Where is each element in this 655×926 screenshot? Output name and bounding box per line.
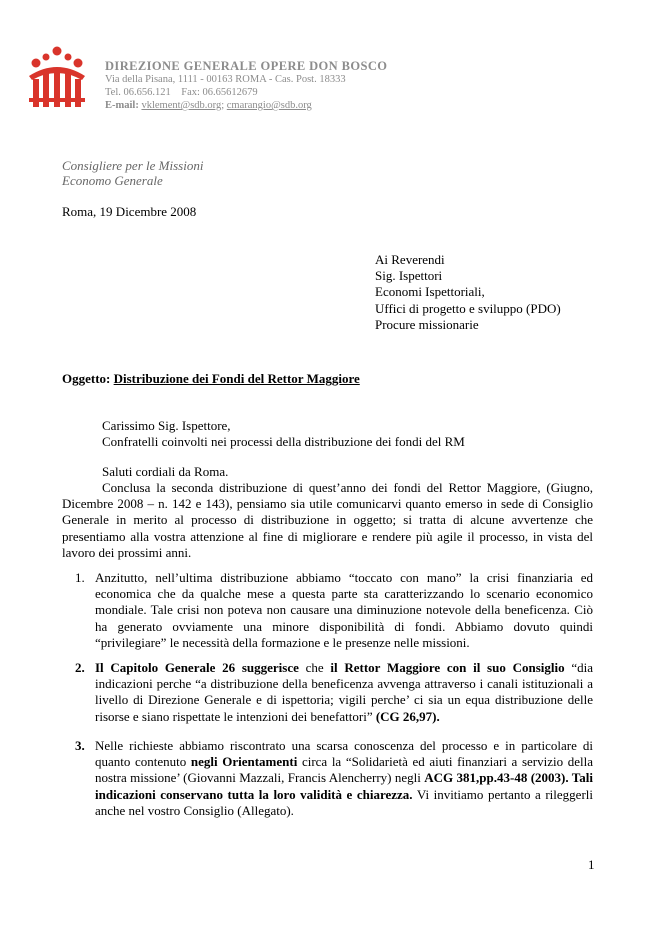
item-text: che xyxy=(298,660,331,675)
recipient-line: Uffici di progetto e sviluppo (PDO) xyxy=(375,300,561,316)
org-address: Via della Pisana, 1111 - 00163 ROMA - Cas. Post. 18333 xyxy=(105,74,346,85)
item-number: 1. xyxy=(75,570,85,585)
greeting: Saluti cordiali da Roma. xyxy=(102,464,229,479)
item-number: 3. xyxy=(75,738,85,753)
list-item xyxy=(75,738,593,819)
intro-paragraph: Conclusa la seconda distribuzione di quest’anno dei fondi del Rettor Maggiore, (Giugno, Dicembre 2008 – n. 142 e 143), pensiamo sia utile comunicarvi quanto emerso in sede di Consiglio Generale in merito al processo di distribuzione in oggetto; si tratta di alcune avvertenze che presentiamo alla vostra attenzione al fine di migliorare e rendere più agile il processo, in vista del lavoro dei prossimi anni. xyxy=(62,480,593,560)
tel-label: Tel. 06.656.121 xyxy=(105,87,171,98)
item-bold-text: ACG 381,pp.43-48 (2003). Tali indicazioni conservano tutta la loro validità e chiarezza. xyxy=(95,770,593,802)
sender-line-2: Economo Generale xyxy=(62,173,163,188)
sender-line-1: Consigliere per le Missioni xyxy=(62,158,204,173)
item-text: circa la “Solidarietà ed aiuti finanziari a servizio della nostra missione’ (Giovanni Mazzali, Francis Alencherry) negli xyxy=(95,754,593,786)
salutation-line-1: Carissimo Sig. Ispettore, xyxy=(102,418,231,433)
recipient-line: Procure missionarie xyxy=(375,316,479,332)
item-number: 2. xyxy=(75,660,85,675)
org-email xyxy=(105,99,387,112)
sender-block xyxy=(62,158,203,188)
recipient-line: Economi Ispettoriali, xyxy=(375,284,485,300)
page-number: 1 xyxy=(588,857,595,872)
recipient-line: Sig. Ispettori xyxy=(375,268,443,284)
email-link-2[interactable]: cmarangio@sdb.org xyxy=(226,100,312,111)
item-bold-text: (CG 26,97). xyxy=(375,708,440,724)
salutation xyxy=(102,418,465,450)
fax-label: Fax: 06.65612679 xyxy=(181,87,258,98)
subject-text: Distribuzione dei Fondi del Rettor Maggiore xyxy=(113,371,360,386)
list-item xyxy=(75,660,593,725)
subject-line xyxy=(62,371,360,387)
item-bold-text: il Rettor Maggiore con il suo Consiglio xyxy=(330,660,565,675)
recipients-block xyxy=(375,252,561,333)
item-bold-text: Il Capitolo Generale 26 suggerisce xyxy=(95,660,299,675)
item-text: “dia indicazioni perche “a distribuzione della beneficenza avvenga attraverso i canali istituzionali a livello di Direzione Generale e di ispettoria; vigili perche’ ci sia un equa distribuzione delle risorse e siano rispettate le intenzioni dei benefattori” xyxy=(95,660,593,724)
letter-date: Roma, 19 Dicembre 2008 xyxy=(62,204,197,219)
item-bold-text: negli Orientamenti xyxy=(190,754,298,770)
email-label: E-mail: xyxy=(105,100,139,111)
item-text: Anzitutto, nell’ultima distribuzione abbiamo “toccato con mano” la crisi finanziaria ed economica che da qualche mese a questa parte sta caratterizzando lo scenario economico mondiale. Tale crisi non poteva non causare una diminuzione notevole della beneficenza. Ciò ha generato ovviamente una minore disponibilità di fondi. Abbiamo dovuto quindi “privilegiare” le necessità della formazione e le presenze nelle missioni. xyxy=(95,570,593,650)
org-phone-fax xyxy=(105,86,387,99)
email-separator: ; xyxy=(221,100,225,111)
subject-label: Oggetto: xyxy=(62,371,111,386)
item-text: Vi invitiamo pertanto a rileggerli anche nel vostro Consiglio (Allegato). xyxy=(95,786,593,818)
letterhead xyxy=(105,60,387,112)
email-link-1[interactable]: vklement@sdb.org xyxy=(141,100,222,111)
salutation-line-2: Confratelli coinvolti nei processi della distribuzione dei fondi del RM xyxy=(102,434,465,450)
org-name: DIREZIONE GENERALE OPERE DON BOSCO xyxy=(105,59,388,73)
organization-logo xyxy=(26,46,90,110)
list-item xyxy=(75,570,593,651)
item-text: Nelle richieste abbiamo riscontrato una scarsa conoscenza del processo e in particolare di quanto contenuto xyxy=(95,738,593,770)
recipient-line: Ai Reverendi xyxy=(375,252,445,267)
